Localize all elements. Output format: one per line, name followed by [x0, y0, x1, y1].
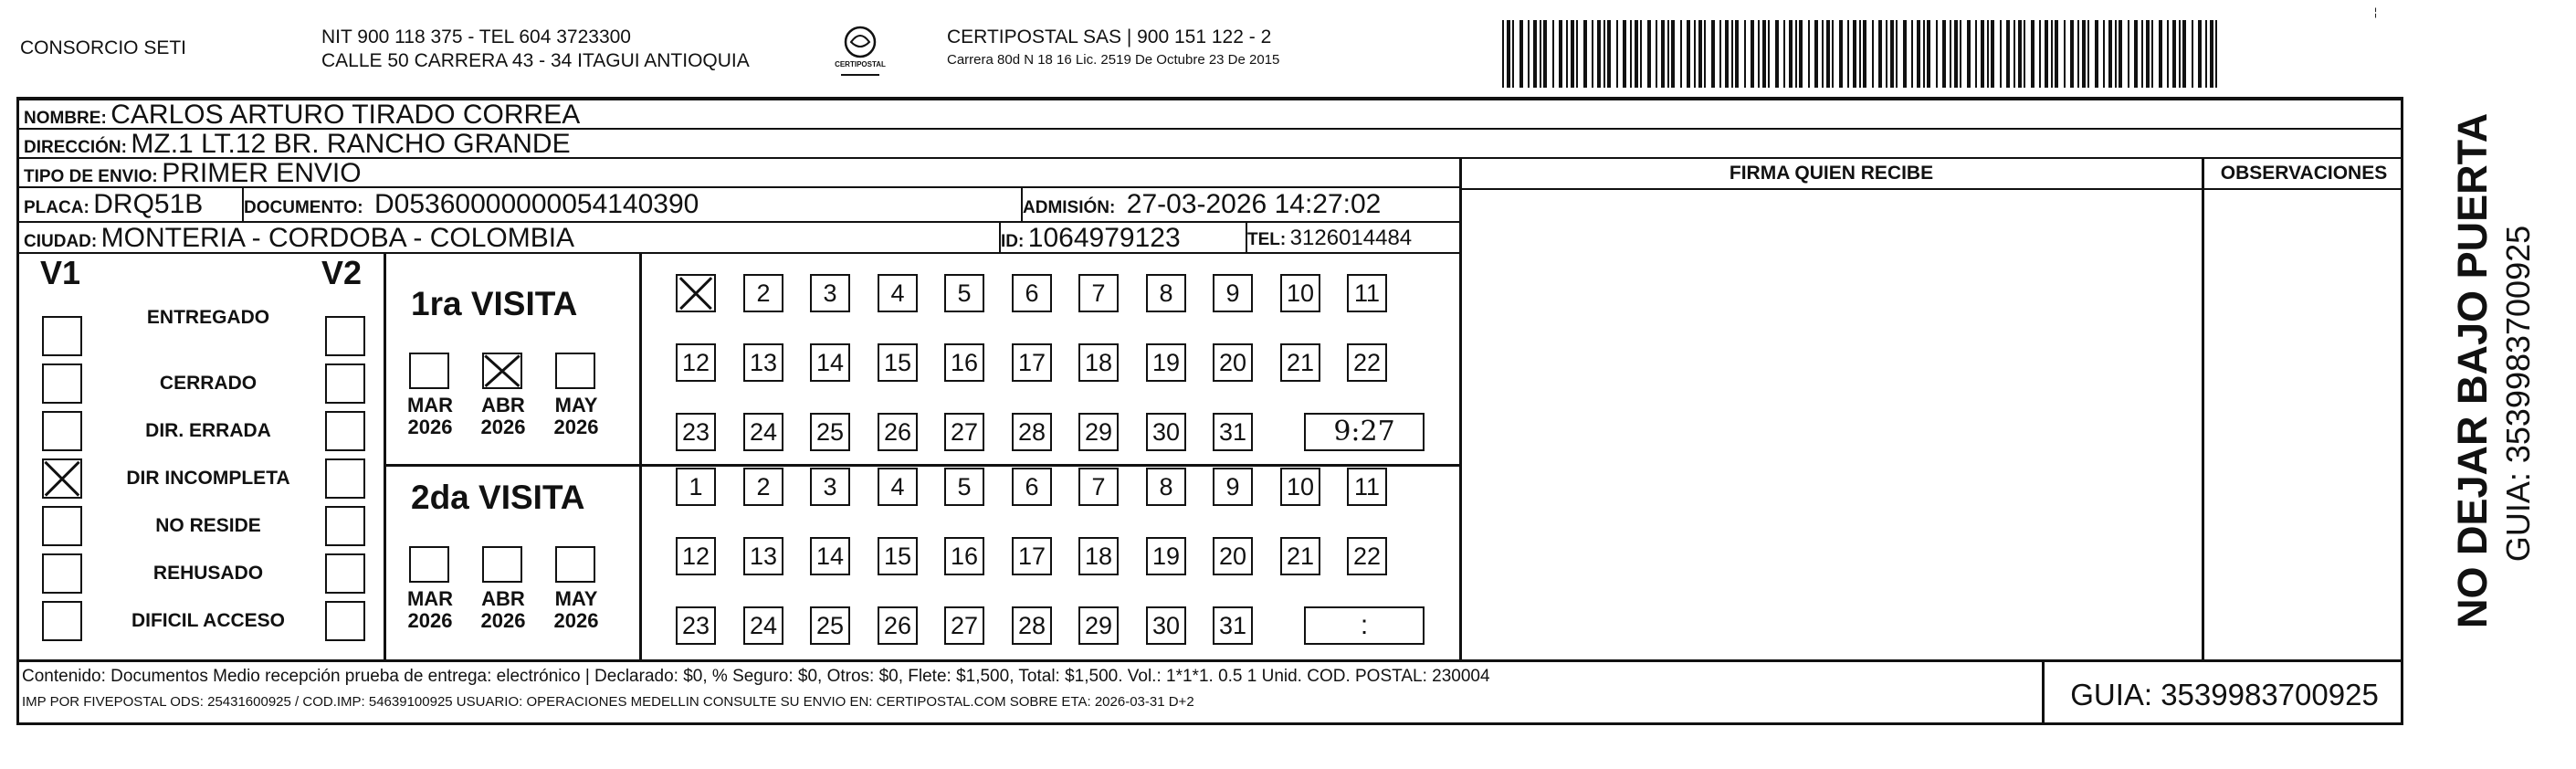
barcode-bar — [1680, 20, 1682, 88]
nombre-label: NOMBRE: — [24, 109, 107, 128]
barcode-bar — [1903, 20, 1907, 88]
barcode-bar — [2070, 20, 2074, 88]
visit1-day-box[interactable]: 16 — [944, 343, 984, 382]
visit2-day-box[interactable]: 8 — [1146, 468, 1186, 506]
visit1-title: 1ra VISITA — [411, 285, 578, 322]
status-label: DIR INCOMPLETA — [126, 468, 290, 489]
v1-label: V1 — [40, 254, 81, 291]
barcode-bar — [1533, 20, 1537, 88]
certipostal-line: CERTIPOSTAL SAS | 900 151 122 - 2 — [947, 26, 1272, 47]
status-v1-checkbox[interactable] — [42, 363, 82, 404]
barcode-bar — [1878, 20, 1882, 88]
barcode-bar — [2215, 20, 2217, 88]
barcode-bar — [1775, 20, 1779, 88]
barcode-bar — [2172, 20, 2176, 88]
visit1-month-label: MAR — [406, 394, 454, 416]
barcode-bar — [1768, 20, 1770, 88]
documento-value: D05360000000054140390 — [374, 189, 699, 219]
visit2-month-year: 2026 — [553, 609, 599, 632]
documento-label: DOCUMENTO: — [244, 198, 363, 217]
barcode-bar — [1960, 20, 1961, 88]
visit2-day-box[interactable]: 7 — [1078, 468, 1119, 506]
barcode-bar — [2205, 20, 2207, 88]
barcode-bar — [1635, 20, 1638, 88]
barcode-bar — [2108, 20, 2112, 88]
barcode-bar — [2031, 20, 2035, 88]
visit2-time[interactable]: : — [1304, 606, 1425, 645]
visit2-day-box[interactable]: 1 — [676, 468, 716, 506]
direccion-value: MZ.1 LT.12 BR. RANCHO GRANDE — [131, 129, 571, 159]
barcode-bar — [1687, 20, 1690, 88]
barcode-bar — [1667, 20, 1669, 88]
visit1-month-checkbox[interactable] — [555, 353, 595, 389]
barcode-bar — [1896, 20, 1898, 88]
barcode-bar — [2055, 20, 2058, 88]
visit1-month-year: 2026 — [553, 416, 599, 438]
visit1-day-box[interactable]: 15 — [878, 343, 918, 382]
visit1-day-box[interactable]: 29 — [1078, 413, 1119, 451]
barcode-bar — [1950, 20, 1951, 88]
barcode-bar — [1583, 20, 1587, 88]
barcode — [1502, 20, 2224, 88]
barcode-bar — [1954, 20, 1958, 88]
tipo-value: PRIMER ENVIO — [162, 158, 362, 188]
id-cell — [1001, 224, 1181, 253]
barcode-bar — [1597, 20, 1601, 88]
barcode-bar — [2146, 20, 2150, 88]
visit1-month-label: MAY — [554, 394, 598, 416]
visit2-month-label: MAY — [554, 587, 598, 610]
barcode-bar — [1890, 20, 1894, 88]
visit2-day-box[interactable]: 24 — [743, 606, 783, 645]
barcode-bar — [2182, 20, 2186, 88]
barcode-bar — [1808, 20, 1810, 88]
side-warning: NO DEJAR BAJO PUERTA — [2449, 112, 2496, 628]
visit2-day-box[interactable]: 5 — [944, 468, 984, 506]
visit1-month-label: ABR — [481, 394, 525, 416]
license-line: Carrera 80d N 18 16 Lic. 2519 De Octubre 23 De 2015 — [947, 52, 1280, 68]
barcode-bar — [1975, 20, 1977, 88]
barcode-bar — [2000, 20, 2002, 88]
barcode-bar — [2045, 20, 2048, 88]
visit1-day-box[interactable]: 28 — [1012, 413, 1052, 451]
visit2-day-box[interactable]: 4 — [878, 468, 918, 506]
barcode-bar — [1603, 20, 1605, 88]
footer-top-line — [16, 659, 2403, 662]
sep-status-visits — [384, 254, 386, 659]
barcode-bar — [1751, 20, 1754, 88]
visit1-day-box[interactable]: 18 — [1078, 343, 1119, 382]
visit2-day-box[interactable]: 19 — [1146, 537, 1186, 575]
ciudad-value: MONTERIA - CORDOBA - COLOMBIA — [100, 223, 575, 253]
barcode-bar — [1744, 20, 1746, 88]
visit1-day-box[interactable]: 3 — [810, 274, 850, 312]
barcode-bar — [1981, 20, 1984, 88]
corner-mark: ¦ — [2374, 5, 2378, 18]
barcode-bar — [1656, 20, 1657, 88]
barcode-bar — [2082, 20, 2086, 88]
barcode-bar — [2018, 20, 2022, 88]
row-tipo — [18, 159, 1461, 188]
visit1-time[interactable]: 9:27 — [1304, 413, 1425, 451]
barcode-bar — [2198, 20, 2202, 88]
barcode-bar — [1942, 20, 1946, 88]
visit1-day-box[interactable]: 4 — [878, 274, 918, 312]
barcode-bar — [1630, 20, 1632, 88]
barcode-bar — [1832, 20, 1834, 88]
barcode-bar — [1704, 20, 1706, 88]
footer-line2: IMP POR FIVEPOSTAL ODS: 25431600925 / COD.IMP: 54639100925 USUARIO: OPERACIONES MEDELLIN CONSULTE SU ENVIO EN: CERTIPOSTAL.COM SOBRE ETA: 2026-03-31 D+2 — [22, 694, 1194, 710]
barcode-bar — [1822, 20, 1824, 88]
visit2-day-box[interactable]: 10 — [1280, 468, 1320, 506]
visit2-day-box[interactable]: 26 — [878, 606, 918, 645]
barcode-bar — [1502, 20, 1504, 88]
col-obs-left — [2202, 159, 2204, 659]
barcode-bar — [1640, 20, 1642, 88]
status-v1-checkbox[interactable] — [42, 316, 82, 356]
address-line: CALLE 50 CARRERA 43 - 34 ITAGUI ANTIOQUIA — [321, 50, 750, 71]
barcode-bar — [2210, 20, 2213, 88]
tipo-label: TIPO DE ENVIO: — [24, 167, 158, 186]
observaciones-header: OBSERVACIONES — [2220, 163, 2388, 184]
barcode-bar — [2095, 20, 2098, 88]
sep-admision — [1021, 188, 1023, 223]
col-header-line — [1459, 188, 2403, 190]
barcode-bar — [1853, 20, 1856, 88]
barcode-bar — [1559, 20, 1562, 88]
visit2-month-checkbox[interactable] — [482, 546, 522, 583]
id-value: 1064979123 — [1027, 223, 1181, 253]
visit1-day-box[interactable]: 14 — [810, 343, 850, 382]
barcode-bar — [1799, 20, 1803, 88]
barcode-bar — [1991, 20, 1994, 88]
barcode-bar — [1927, 20, 1930, 88]
tel-cell — [1247, 224, 1412, 253]
visit2-day-box[interactable]: 31 — [1213, 606, 1253, 645]
visit2-day-box[interactable]: 18 — [1078, 537, 1119, 575]
barcode-bar — [1566, 20, 1568, 88]
visit1-day-box[interactable]: 24 — [743, 413, 783, 451]
visit2-title: 2da VISITA — [411, 479, 585, 516]
status-v2-checkbox[interactable] — [325, 363, 365, 404]
visit1-day-box[interactable]: 20 — [1213, 343, 1253, 382]
barcode-bar — [2167, 20, 2169, 88]
direccion-label: DIRECCIÓN: — [24, 138, 127, 157]
placa-cell — [24, 190, 203, 219]
barcode-bar — [2128, 20, 2129, 88]
nombre-value: CARLOS ARTURO TIRADO CORREA — [110, 100, 581, 130]
barcode-bar — [1719, 20, 1721, 88]
visit1-day-box[interactable]: 6 — [1012, 274, 1052, 312]
certipostal-logo — [834, 24, 887, 79]
barcode-bar — [1814, 20, 1818, 88]
footer-guia: GUIA: 3539983700925 — [2070, 678, 2379, 711]
visit1-day-box[interactable]: 10 — [1280, 274, 1320, 312]
visit1-day-box[interactable]: 11 — [1347, 274, 1387, 312]
barcode-bar — [1711, 20, 1715, 88]
visit1-day-box[interactable]: 7 — [1078, 274, 1119, 312]
row-ciudad — [18, 223, 1461, 254]
visit1-day-box[interactable]: 25 — [810, 413, 850, 451]
status-label: ENTREGADO — [146, 307, 270, 328]
barcode-bar — [1725, 20, 1729, 88]
ciudad-cell — [24, 224, 574, 253]
barcode-bar — [1783, 20, 1785, 88]
visit1-day-box[interactable]: 19 — [1146, 343, 1186, 382]
visit1-day-box[interactable]: 13 — [743, 343, 783, 382]
status-v2-checkbox[interactable] — [325, 506, 365, 546]
visit1-day-box[interactable]: 8 — [1146, 274, 1186, 312]
barcode-bar — [2179, 20, 2181, 88]
barcode-bar — [1923, 20, 1925, 88]
barcode-bar — [1661, 20, 1665, 88]
barcode-bar — [1616, 20, 1618, 88]
visit1-day-box[interactable]: 21 — [1280, 343, 1320, 382]
status-label: DIR. ERRADA — [145, 420, 271, 441]
row-nombre — [18, 100, 2403, 130]
visit2-day-box[interactable]: 15 — [878, 537, 918, 575]
visit1-day-box[interactable]: 9 — [1213, 274, 1253, 312]
placa-value: DRQ51B — [93, 189, 204, 219]
barcode-bar — [1540, 20, 1541, 88]
visit2-day-box[interactable]: 25 — [810, 606, 850, 645]
status-v2-checkbox[interactable] — [325, 553, 365, 594]
col-firma-left — [1459, 159, 1462, 659]
row-direccion — [18, 130, 2403, 159]
visit2-day-box[interactable]: 29 — [1078, 606, 1119, 645]
visit1-day-box[interactable]: 2 — [743, 274, 783, 312]
barcode-bar — [2006, 20, 2010, 88]
tel-value: 3126014484 — [1289, 226, 1413, 250]
status-v1-checkbox[interactable] — [42, 601, 82, 641]
barcode-bar — [2159, 20, 2162, 88]
status-v1-checkbox[interactable] — [42, 458, 82, 499]
sep-tel — [1246, 223, 1247, 254]
barcode-bar — [1735, 20, 1739, 88]
barcode-bar — [1987, 20, 1989, 88]
status-v2-checkbox[interactable] — [325, 316, 365, 356]
admision-label: ADMISIÓN: — [1023, 198, 1116, 217]
barcode-bar — [2119, 20, 2122, 88]
visit1-month-year: 2026 — [407, 416, 453, 438]
footer-line1: Contenido: Documentos Medio recepción prueba de entrega: electrónico | Declarado: $0, % Seguro: $0, Otros: $0, Flete: $1,500, Total: $1,500. Vol.: 1*1*1. 0.5 1 Unid. COD. POSTAL: 230004 — [22, 667, 1490, 686]
admision-cell — [1023, 190, 1381, 219]
v2-label: V2 — [321, 254, 363, 291]
status-v1-checkbox[interactable] — [42, 506, 82, 546]
visit2-day-box[interactable]: 21 — [1280, 537, 1320, 575]
visit2-month-checkbox[interactable] — [409, 546, 449, 583]
barcode-bar — [2051, 20, 2053, 88]
barcode-bar — [1847, 20, 1849, 88]
status-label: REHUSADO — [152, 563, 264, 584]
visit2-day-box[interactable]: 13 — [743, 537, 783, 575]
visit2-day-box[interactable]: 16 — [944, 537, 984, 575]
barcode-bar — [1507, 20, 1510, 88]
visit2-month-year: 2026 — [407, 609, 453, 632]
barcode-bar — [1967, 20, 1971, 88]
barcode-bar — [1795, 20, 1797, 88]
sep-visit1-visit2 — [384, 464, 1461, 467]
visit2-day-box[interactable]: 22 — [1347, 537, 1387, 575]
barcode-bar — [1762, 20, 1766, 88]
row-placa — [18, 188, 1461, 223]
visit2-day-box[interactable]: 30 — [1146, 606, 1186, 645]
barcode-bar — [2151, 20, 2153, 88]
visit2-month-checkbox[interactable] — [555, 546, 595, 583]
barcode-bar — [1917, 20, 1920, 88]
visit1-day-box[interactable] — [676, 274, 716, 312]
status-label: NO RESIDE — [155, 515, 261, 536]
ciudad-label: CIUDAD: — [24, 232, 98, 251]
barcode-bar — [2192, 20, 2193, 88]
barcode-bar — [1758, 20, 1760, 88]
visit1-month-checkbox[interactable] — [409, 353, 449, 389]
barcode-bar — [2134, 20, 2138, 88]
barcode-bar — [1863, 20, 1866, 88]
firma-header: FIRMA QUIEN RECIBE — [1729, 163, 1934, 184]
visit1-day-box[interactable]: 31 — [1213, 413, 1253, 451]
barcode-bar — [2077, 20, 2079, 88]
nit-line: NIT 900 118 375 - TEL 604 3723300 — [321, 26, 631, 47]
visit2-month-year: 2026 — [480, 609, 526, 632]
tel-label: TEL: — [1247, 230, 1287, 249]
visit2-day-box[interactable]: 17 — [1012, 537, 1052, 575]
id-label: ID: — [1001, 232, 1025, 251]
barcode-bar — [1872, 20, 1874, 88]
sep-placa — [242, 188, 244, 223]
visit1-day-box[interactable]: 17 — [1012, 343, 1052, 382]
sep-footer-guia — [2042, 659, 2045, 725]
status-v1-checkbox[interactable] — [42, 411, 82, 451]
barcode-bar — [1826, 20, 1830, 88]
barcode-bar — [1552, 20, 1554, 88]
barcode-bar — [1576, 20, 1578, 88]
barcode-bar — [1647, 20, 1651, 88]
barcode-bar — [1592, 20, 1593, 88]
sep-id — [999, 223, 1001, 254]
company-name: CONSORCIO SETI — [20, 37, 187, 58]
barcode-bar — [2103, 20, 2105, 88]
barcode-bar — [1789, 20, 1793, 88]
visit2-day-box[interactable]: 2 — [743, 468, 783, 506]
barcode-bar — [2141, 20, 2143, 88]
status-v1-checkbox[interactable] — [42, 553, 82, 594]
barcode-bar — [2064, 20, 2066, 88]
side-guia: GUIA: 3539983700925 — [2499, 225, 2537, 563]
visit2-day-box[interactable]: 11 — [1347, 468, 1387, 506]
visit2-day-box[interactable]: 28 — [1012, 606, 1052, 645]
visit2-day-box[interactable]: 3 — [810, 468, 850, 506]
barcode-bar — [1571, 20, 1574, 88]
visit1-day-box[interactable]: 12 — [676, 343, 716, 382]
barcode-bar — [2013, 20, 2015, 88]
visit1-day-box[interactable]: 5 — [944, 274, 984, 312]
visit2-day-box[interactable]: 23 — [676, 606, 716, 645]
visit1-day-box[interactable]: 27 — [944, 413, 984, 451]
barcode-bar — [1607, 20, 1611, 88]
status-v2-checkbox[interactable] — [325, 411, 365, 451]
visit1-day-box[interactable]: 26 — [878, 413, 918, 451]
visit1-day-box[interactable]: 30 — [1146, 413, 1186, 451]
visit2-day-box[interactable]: 12 — [676, 537, 716, 575]
barcode-bar — [1839, 20, 1843, 88]
barcode-bar — [1543, 20, 1547, 88]
barcode-bar — [1694, 20, 1696, 88]
barcode-bar — [1519, 20, 1523, 88]
barcode-bar — [2115, 20, 2117, 88]
barcode-bar — [2039, 20, 2041, 88]
visit2-day-box[interactable]: 27 — [944, 606, 984, 645]
barcode-bar — [1623, 20, 1626, 88]
barcode-bar — [1671, 20, 1675, 88]
sep-months-days — [639, 254, 642, 659]
status-v2-checkbox[interactable] — [325, 601, 365, 641]
placa-label: PLACA: — [24, 198, 89, 217]
barcode-bar — [2087, 20, 2089, 88]
barcode-bar — [1886, 20, 1887, 88]
barcode-bar — [1528, 20, 1530, 88]
admision-value: 27-03-2026 14:27:02 — [1126, 189, 1382, 219]
status-v2-checkbox[interactable] — [325, 458, 365, 499]
logo-text: CERTIPOSTAL — [835, 60, 886, 68]
visit1-month-year: 2026 — [480, 416, 526, 438]
visit2-day-box[interactable]: 6 — [1012, 468, 1052, 506]
barcode-bar — [1698, 20, 1702, 88]
visit2-day-box[interactable]: 14 — [810, 537, 850, 575]
documento-cell — [244, 190, 699, 219]
visit2-day-box[interactable]: 20 — [1213, 537, 1253, 575]
barcode-bar — [1512, 20, 1514, 88]
barcode-bar — [1731, 20, 1733, 88]
status-label: DIFICIL ACCESO — [131, 610, 285, 631]
side-panel — [2418, 110, 2537, 639]
visit2-month-label: MAR — [406, 587, 454, 610]
visit1-day-box[interactable]: 23 — [676, 413, 716, 451]
visit1-day-box[interactable]: 22 — [1347, 343, 1387, 382]
barcode-bar — [1936, 20, 1938, 88]
visit2-day-box[interactable]: 9 — [1213, 468, 1253, 506]
visit1-month-checkbox[interactable] — [482, 353, 522, 389]
barcode-bar — [1859, 20, 1861, 88]
barcode-bar — [2024, 20, 2025, 88]
visit2-month-label: ABR — [481, 587, 525, 610]
barcode-bar — [1911, 20, 1913, 88]
status-label: CERRADO — [159, 373, 258, 394]
